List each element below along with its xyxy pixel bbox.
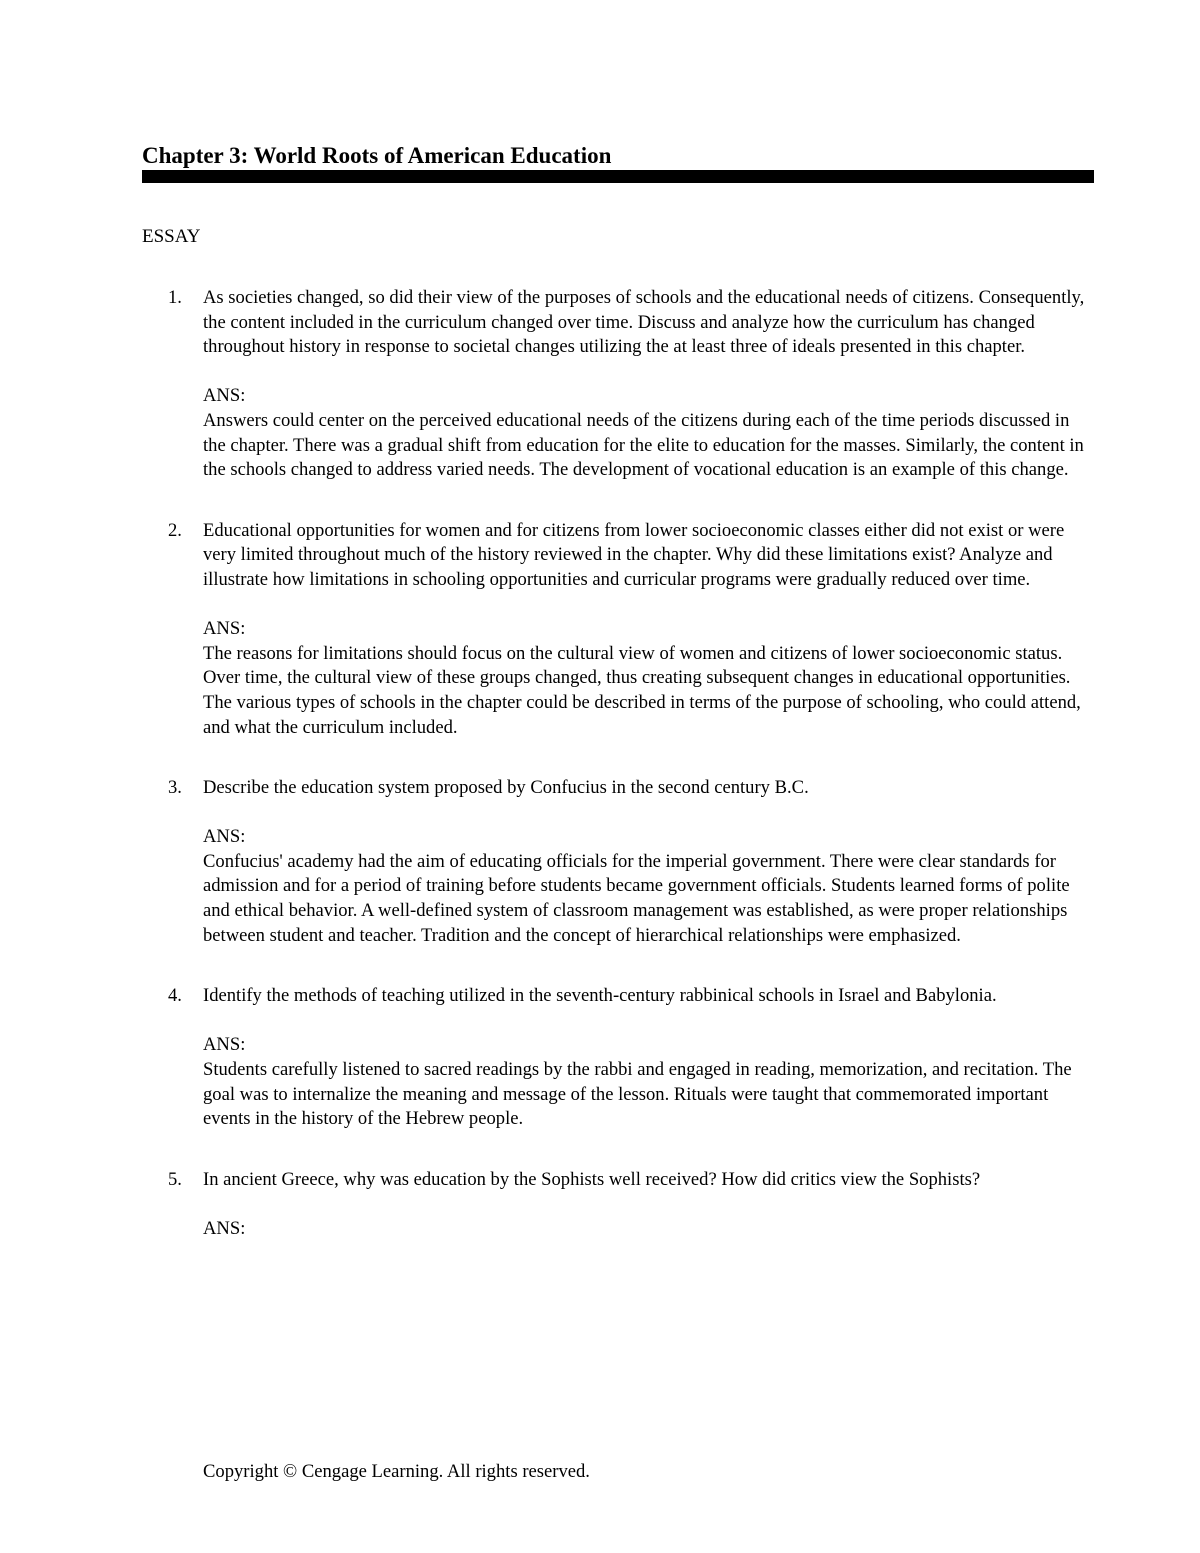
- answer-label: ANS:: [203, 618, 246, 640]
- answer-label: ANS:: [203, 826, 246, 848]
- question-list: [142, 286, 1094, 1242]
- question-text: Identify the methods of teaching utilized in the seventh-century rabbinical schools in Israel and Babylonia.: [203, 985, 997, 1007]
- copyright-footer: Copyright © Cengage Learning. All rights reserved.: [203, 1461, 590, 1482]
- question-item: [142, 519, 1094, 740]
- question-text: Describe the education system proposed by Confucius in the second century B.C.: [203, 777, 809, 799]
- answer-label: ANS:: [203, 1218, 246, 1239]
- answer-text: Students carefully listened to sacred readings by the rabbi and engaged in reading, memorization, and recitation. The goal was to internalize the meaning and message of the lesson. Rituals were taught that commemorated important events in the history of the Hebrew people.: [203, 1059, 1072, 1130]
- question-number: 5.: [168, 1168, 182, 1190]
- answer-text: The reasons for limitations should focus on the cultural view of women and citizens of lower socioeconomic status. Over time, the cultural view of these groups changed, thus creating subsequent changes in educational opportunities. The various types of schools in the chapter could be described in terms of the purpose of schooling, who could attend, and what the curriculum included.: [203, 642, 1081, 738]
- answer-text: Answers could center on the perceived educational needs of the citizens during each of the time periods discussed in the chapter. There was a gradual shift from education for the elite to education for the masses. Similarly, the content in the schools changed to address varied needs. The development of vocational education is an example of this change.: [203, 409, 1084, 481]
- answer-text: Confucius' academy had the aim of educating officials for the imperial government. There were clear standards for admission and for a period of training before students became government officials. Students learned forms of polite and ethical behavior. A well-defined system of classroom management was established, as were proper relationships between student and teacher. Tradition and the concept of hierarchical relationships were emphasized.: [203, 850, 1070, 946]
- question-item: [142, 984, 1094, 1132]
- question-text: In ancient Greece, why was education by the Sophists well received? How did critics view the Sophists?: [203, 1168, 981, 1190]
- question-item: [142, 776, 1094, 948]
- question-number: 3.: [168, 777, 182, 799]
- section-label: ESSAY: [142, 226, 201, 247]
- title-rule: [142, 170, 1094, 183]
- answer-label: ANS:: [203, 1034, 246, 1056]
- question-number: 4.: [168, 985, 182, 1007]
- answer-label: ANS:: [203, 385, 246, 407]
- question-number: 2.: [168, 519, 182, 541]
- question-item: [142, 286, 1094, 483]
- question-number: 1.: [168, 287, 182, 308]
- chapter-title: Chapter 3: World Roots of American Education: [142, 143, 612, 168]
- question-text: As societies changed, so did their view of the purposes of schools and the educational needs of citizens. Consequently, the content included in the curriculum changed over time. Discuss and analyze how the curriculum has changed throughout history in response to societal changes utilizing the at least three of ideals presented in this chapter.: [203, 287, 1085, 358]
- question-text: Educational opportunities for women and for citizens from lower socioeconomic classes either did not exist or were very limited throughout much of the history reviewed in the chapter. Why did these limitations exist? Analyze and illustrate how limitations in schooling opportunities and curricular programs were gradually reduced over time.: [203, 519, 1065, 590]
- question-item: [142, 1168, 1094, 1242]
